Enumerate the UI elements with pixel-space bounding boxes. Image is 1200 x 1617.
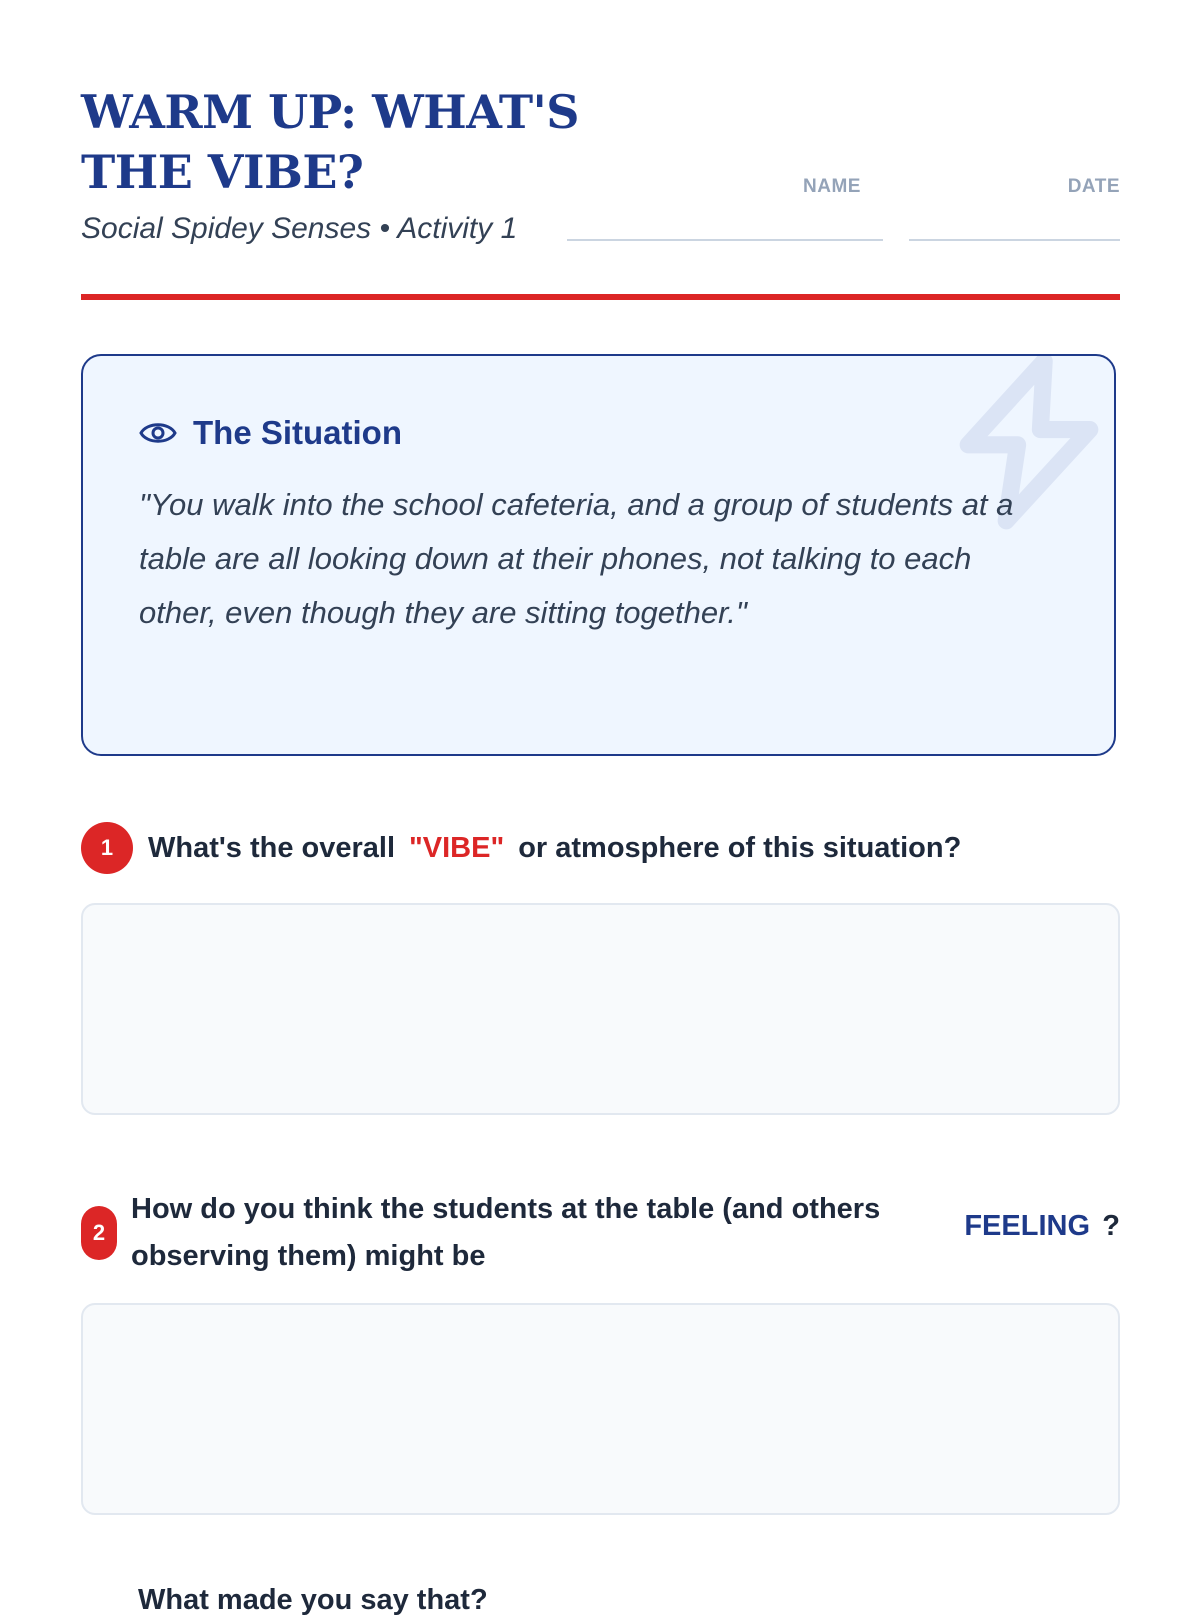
page-subtitle: Social Spidey Senses • Activity 1 — [81, 212, 518, 245]
question-text: What made you say that? — [138, 1584, 488, 1616]
title-line-1: WARM UP: WHAT'S — [81, 85, 579, 139]
header-divider — [81, 294, 1120, 300]
question-number-badge: 1 — [81, 822, 133, 874]
question-text-after: ? — [1102, 1210, 1120, 1242]
situation-card — [81, 354, 1116, 756]
answer-box-2[interactable] — [81, 1303, 1120, 1515]
page-title — [81, 82, 601, 202]
date-field[interactable] — [909, 239, 1120, 241]
situation-quote: "You walk into the school cafeteria, and a group of students at a table are all looking down at their phones, not talking to each other, even though they are sitting together." — [139, 487, 1014, 630]
question-text — [148, 832, 961, 865]
date-label: DATE — [1067, 176, 1120, 197]
question-text-after: or atmosphere of this situation? — [518, 832, 962, 864]
question-emphasis: FEELING — [964, 1210, 1090, 1242]
question-number-badge: 2 — [81, 1206, 117, 1260]
name-label: NAME — [803, 176, 861, 197]
answer-box-1[interactable] — [81, 903, 1120, 1115]
situation-heading — [139, 414, 402, 452]
question-text-before: What's the overall — [148, 832, 396, 864]
title-line-2: THE VIBE? — [81, 145, 364, 199]
question-emphasis: "VIBE" — [409, 832, 505, 864]
worksheet-header — [81, 82, 1120, 302]
situation-title: The Situation — [193, 414, 402, 451]
question-text-before: How do you think the students at the table (and others observing them) might be — [131, 1193, 881, 1272]
eye-icon — [139, 419, 177, 447]
name-field[interactable] — [567, 239, 883, 241]
